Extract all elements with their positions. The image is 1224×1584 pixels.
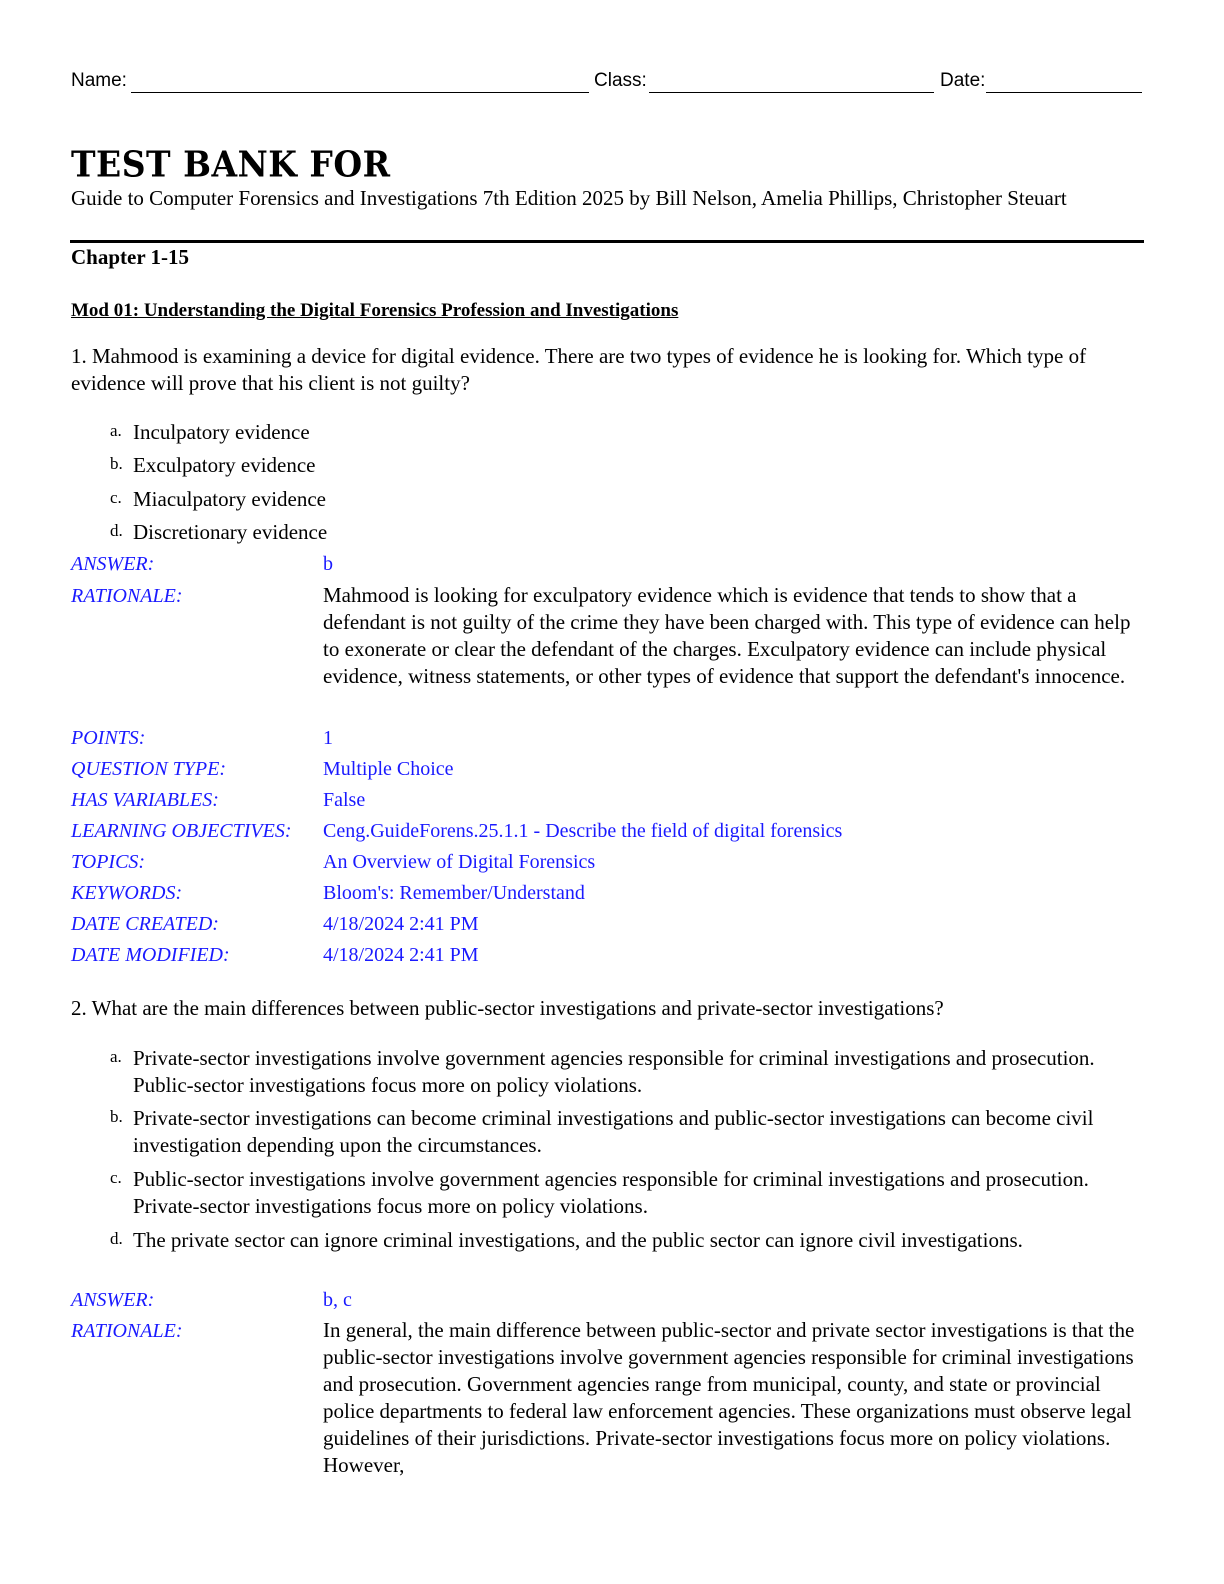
name-label: Name:: [71, 70, 127, 91]
name-field-line[interactable]: [131, 92, 589, 93]
date-modified-label: DATE MODIFIED:: [71, 944, 230, 966]
document-title: TEST BANK FOR: [71, 143, 391, 186]
title-divider: [70, 240, 1144, 243]
question-2-choice-a: [110, 1045, 1130, 1099]
answer-value: b, c: [323, 1289, 352, 1311]
choice-letter: d.: [110, 1229, 123, 1248]
rationale-label: RATIONALE:: [71, 585, 183, 607]
choice-text: Exculpatory evidence: [133, 453, 316, 477]
question-2-choice-d: [110, 1227, 1130, 1254]
question-1-choice-a: [110, 419, 1130, 446]
class-field-line[interactable]: [649, 92, 934, 93]
choice-text: Private-sector investigations involve government agencies responsible for criminal investigations and prosecution. Public-sector investigations focus more on policy violations.: [133, 1046, 1095, 1097]
has-variables-value: False: [323, 789, 366, 811]
date-field-line[interactable]: [986, 92, 1142, 93]
points-label: POINTS:: [71, 727, 146, 749]
rationale-label: RATIONALE:: [71, 1320, 183, 1342]
choice-text: Private-sector investigations can become criminal investigations and public-sector investigations can become civil investigation depending upon the circumstances.: [133, 1106, 1094, 1157]
choice-text: Miaculpatory evidence: [133, 487, 326, 511]
rationale-text: In general, the main difference between public-sector and private sector investigations is that the public-sector investigations involve government agencies responsible for criminal investigations and prosecution. Government agencies range from municipal, county, and state or provincial police departments to federal law enforcement agencies. These organizations must observe legal guidelines of their jurisdictions. Private-sector investigations focus more on policy violations. However,: [323, 1318, 1135, 1477]
question-1-choice-c: [110, 486, 1130, 513]
choice-letter: c.: [110, 1168, 122, 1187]
question-1-choice-d: [110, 519, 1130, 546]
choice-letter: a.: [110, 1047, 122, 1066]
choice-letter: c.: [110, 488, 122, 507]
choice-text: Inculpatory evidence: [133, 420, 310, 444]
module-heading: Mod 01: Understanding the Digital Forensics Profession and Investigations: [71, 300, 679, 321]
question-1-choice-b: [110, 452, 1130, 479]
date-label: Date:: [940, 70, 986, 91]
question-2-choice-b: [110, 1105, 1130, 1159]
learning-objectives-label: LEARNING OBJECTIVES:: [71, 820, 292, 842]
answer-value: b: [323, 553, 333, 575]
chapter-heading: Chapter 1-15: [71, 245, 190, 269]
date-created-label: DATE CREATED:: [71, 913, 219, 935]
has-variables-label: HAS VARIABLES:: [71, 789, 219, 811]
answer-label: ANSWER:: [71, 553, 155, 575]
header-row: [71, 70, 1142, 96]
question-2-choice-c: [110, 1166, 1130, 1220]
keywords-label: KEYWORDS:: [71, 882, 183, 904]
question-type-value: Multiple Choice: [323, 758, 454, 780]
choice-letter: b.: [110, 1107, 123, 1126]
choice-text: The private sector can ignore criminal investigations, and the public sector can ignore civil investigations.: [133, 1228, 1023, 1252]
document-subtitle: Guide to Computer Forensics and Investigations 7th Edition 2025 by Bill Nelson, Amelia Phillips, Christopher Steuart: [71, 186, 1067, 210]
choice-text: Discretionary evidence: [133, 520, 328, 544]
question-type-label: QUESTION TYPE:: [71, 758, 227, 780]
topics-value: An Overview of Digital Forensics: [323, 851, 596, 873]
keywords-value: Bloom's: Remember/Understand: [323, 882, 585, 904]
choice-letter: d.: [110, 521, 123, 540]
answer-label: ANSWER:: [71, 1289, 155, 1311]
learning-objectives-value: Ceng.GuideForens.25.1.1 - Describe the field of digital forensics: [323, 820, 843, 842]
date-created-value: 4/18/2024 2:41 PM: [323, 913, 479, 935]
choice-letter: a.: [110, 421, 122, 440]
topics-label: TOPICS:: [71, 851, 146, 873]
question-1-text: 1. Mahmood is examining a device for digital evidence. There are two types of evidence he is looking for. Which type of evidence will prove that his client is not guilty?: [71, 344, 1087, 395]
points-value: 1: [323, 727, 333, 749]
class-label: Class:: [594, 70, 647, 91]
choice-letter: b.: [110, 454, 123, 473]
rationale-text: Mahmood is looking for exculpatory evidence which is evidence that tends to show that a defendant is not guilty of the crime they have been charged with. This type of evidence can help to exonerate or clear the defendant of the charges. Exculpatory evidence can include physical evidence, witness statements, or other types of evidence that support the defendant's innocence.: [323, 583, 1131, 688]
date-modified-value: 4/18/2024 2:41 PM: [323, 944, 479, 966]
question-2-text: 2. What are the main differences between public-sector investigations and private-sector investigations?: [71, 996, 944, 1020]
choice-text: Public-sector investigations involve government agencies responsible for criminal investigations and prosecution. Private-sector investigations focus more on policy violations.: [133, 1167, 1089, 1218]
